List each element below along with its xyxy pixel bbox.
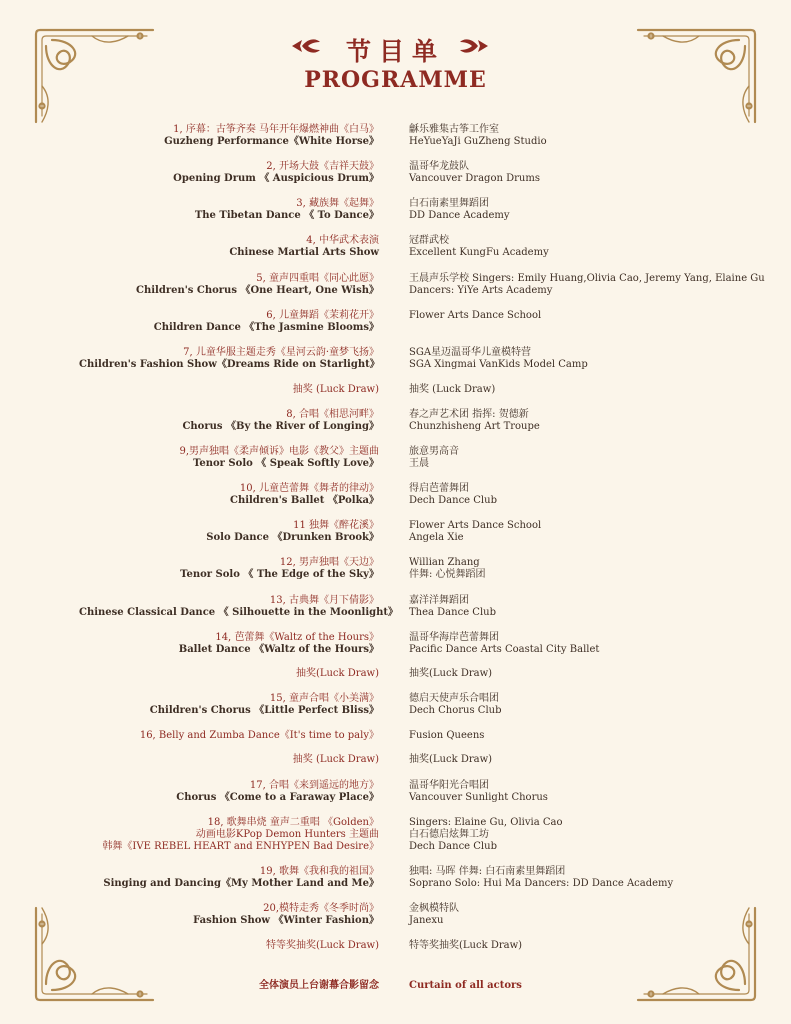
programme-item bbox=[0, 235, 791, 267]
performance-title-line: 10, 儿童芭蕾舞《舞者的律动》 bbox=[239, 483, 379, 494]
performance-title bbox=[79, 347, 379, 371]
title-flourish-right-icon bbox=[458, 36, 490, 56]
performer bbox=[409, 780, 781, 804]
performance-title-line: Guzheng Performance《White Horse》 bbox=[164, 136, 379, 147]
performance-title-line: 19, 歌舞《我和我的祖国》 bbox=[259, 866, 379, 877]
performer bbox=[409, 310, 781, 322]
performer bbox=[409, 903, 781, 927]
performer bbox=[409, 730, 781, 742]
programme-item bbox=[0, 903, 791, 935]
performer-line: 温哥华阳光合唱团 bbox=[409, 780, 489, 791]
performer-line: 抽奖(Luck Draw) bbox=[409, 754, 493, 765]
performer-line: 白石德启炫舞工坊 bbox=[409, 829, 489, 840]
performance-title-line: 7, 儿童华服主题走秀《星河云韵·童梦飞扬》 bbox=[183, 347, 379, 358]
performer-line: 得启芭蕾舞团 bbox=[409, 483, 469, 494]
performer bbox=[409, 557, 781, 581]
performance-title-line: Opening Drum 《 Auspicious Drum》 bbox=[173, 173, 379, 184]
performer bbox=[409, 446, 781, 470]
performance-title-line: 20,模特走秀《冬季时尚》 bbox=[263, 903, 379, 914]
performer bbox=[409, 347, 781, 371]
performer bbox=[409, 940, 781, 952]
performer-line: Janexu bbox=[409, 915, 444, 926]
performer-line: Fusion Queens bbox=[409, 730, 485, 741]
performance-title-line: Chorus 《By the River of Longing》 bbox=[182, 421, 379, 432]
programme-item bbox=[0, 446, 791, 478]
performance-title-line: 1, 序幕：古筝齐奏 马年开年爆燃神曲《白马》 bbox=[173, 124, 379, 135]
performer-line: Excellent KungFu Academy bbox=[409, 247, 549, 258]
programme-item bbox=[0, 980, 791, 1012]
performer bbox=[409, 817, 781, 853]
programme-item bbox=[0, 520, 791, 552]
performer bbox=[409, 754, 781, 766]
performance-title bbox=[79, 632, 379, 656]
performance-title-line: 全体演员上台谢幕合影留念 bbox=[259, 980, 379, 991]
programme-item bbox=[0, 347, 791, 379]
performer-line: 春之声艺术团 指挥: 贺德新 bbox=[409, 409, 529, 420]
performance-title bbox=[79, 483, 379, 507]
performer bbox=[409, 161, 781, 185]
performer-line: DD Dance Academy bbox=[409, 210, 510, 221]
performer bbox=[409, 632, 781, 656]
performer bbox=[409, 693, 781, 717]
performance-title bbox=[79, 273, 379, 297]
performer bbox=[409, 384, 781, 396]
performance-title-line: 13, 古典舞《月下倩影》 bbox=[269, 595, 379, 606]
performer-line: 冠群武校 bbox=[409, 235, 449, 246]
page-title-english: PROGRAMME bbox=[304, 67, 487, 93]
performance-title-line: Chinese Classical Dance 《 Silhouette in the Moonlight》 bbox=[79, 607, 399, 618]
programme-item bbox=[0, 198, 791, 230]
performance-title bbox=[79, 384, 379, 396]
performer-line: 金枫模特队 bbox=[409, 903, 459, 914]
programme-item bbox=[0, 595, 791, 627]
performer bbox=[409, 124, 781, 148]
performer bbox=[409, 866, 781, 890]
performance-title bbox=[79, 940, 379, 952]
performance-title bbox=[79, 310, 379, 334]
performance-title-line: Solo Dance 《Drunken Brook》 bbox=[206, 532, 379, 543]
performance-title-line: 2, 开场大鼓《吉祥天鼓》 bbox=[266, 161, 379, 172]
performance-title-line: 抽奖 (Luck Draw) bbox=[292, 754, 379, 765]
performance-title bbox=[79, 595, 399, 619]
performance-title bbox=[79, 520, 379, 544]
performer-line: Dancers: YiYe Arts Academy bbox=[409, 285, 553, 296]
performer bbox=[409, 235, 781, 259]
performer-line: Pacific Dance Arts Coastal City Ballet bbox=[409, 644, 600, 655]
performance-title-line: 抽奖(Luck Draw) bbox=[295, 668, 379, 679]
performance-title-line: 14, 芭蕾舞《Waltz of the Hours》 bbox=[215, 632, 379, 643]
performance-title bbox=[79, 730, 379, 742]
performance-title bbox=[79, 866, 379, 890]
performer-line: 德启天使声乐合唱团 bbox=[409, 693, 499, 704]
performer bbox=[409, 595, 781, 619]
performance-title-line: 11 独舞《醉花溪》 bbox=[293, 520, 379, 531]
programme-item bbox=[0, 817, 791, 861]
programme-item bbox=[0, 273, 791, 305]
performance-title bbox=[79, 557, 379, 581]
performance-title-line: 韩舞《IVE REBEL HEART and ENHYPEN Bad Desire》 bbox=[102, 841, 379, 852]
performer bbox=[409, 520, 781, 544]
performance-title-line: 动画电影KPop Demon Hunters 主题曲 bbox=[195, 829, 379, 840]
performance-title-line: Ballet Dance 《Waltz of the Hours》 bbox=[178, 644, 379, 655]
performance-title-line: 抽奖 (Luck Draw) bbox=[292, 384, 379, 395]
performance-title-line: Children's Chorus 《Little Perfect Bliss》 bbox=[149, 705, 379, 716]
performance-title-line: Chorus 《Come to a Faraway Place》 bbox=[176, 792, 379, 803]
performer-line: Soprano Solo: Hui Ma Dancers: DD Dance Academy bbox=[409, 878, 674, 889]
performance-title bbox=[79, 446, 379, 470]
programme-item bbox=[0, 124, 791, 156]
performance-title-line: Children's Ballet 《Polka》 bbox=[229, 495, 379, 506]
performer-line: 温哥华龙鼓队 bbox=[409, 161, 469, 172]
performer-line: Angela Xie bbox=[409, 532, 464, 543]
performer-line: Vancouver Dragon Drums bbox=[409, 173, 540, 184]
performer-line: 白石南素里舞蹈团 bbox=[409, 198, 489, 209]
performance-title-line: Children's Chorus 《One Heart, One Wish》 bbox=[136, 285, 379, 296]
performance-title-line: Tenor Solo 《 Speak Softly Love》 bbox=[193, 458, 379, 469]
performance-title-line: 6, 儿童舞蹈《茉莉花开》 bbox=[266, 310, 379, 321]
performer-line: 王晨声乐学校 Singers: Emily Huang,Olivia Cao, Jeremy Yang, Elaine Gu bbox=[409, 273, 765, 284]
performer-line: Thea Dance Club bbox=[409, 607, 496, 618]
programme-item bbox=[0, 483, 791, 515]
performer-line: 旅意男高音 bbox=[409, 446, 459, 457]
performance-title-line: Children Dance 《The Jasmine Blooms》 bbox=[153, 322, 379, 333]
performer-line: 特等奖抽奖(Luck Draw) bbox=[409, 940, 523, 951]
performer-line: SGA星迈温哥华儿童模特营 bbox=[409, 347, 532, 358]
performance-title-line: The Tibetan Dance 《 To Dance》 bbox=[194, 210, 379, 221]
programme-item bbox=[0, 557, 791, 589]
performer-line: Singers: Elaine Gu, Olivia Cao bbox=[409, 817, 563, 828]
performer-line: Curtain of all actors bbox=[409, 980, 522, 991]
performer bbox=[409, 409, 781, 433]
performer bbox=[409, 198, 781, 222]
programme-item bbox=[0, 632, 791, 664]
performer-line: Flower Arts Dance School bbox=[409, 520, 542, 531]
performer-line: Willian Zhang bbox=[409, 557, 480, 568]
performance-title bbox=[79, 980, 379, 992]
programme-item bbox=[0, 409, 791, 441]
performance-title-line: Chinese Martial Arts Show bbox=[229, 247, 379, 258]
performance-title-line: 16, Belly and Zumba Dance《It's time to paly》 bbox=[139, 730, 379, 741]
performance-title bbox=[79, 235, 379, 259]
performance-title-line: 3, 藏族舞《起舞》 bbox=[296, 198, 379, 209]
performance-title bbox=[79, 198, 379, 222]
performer-line: 王晨 bbox=[409, 458, 429, 469]
performance-title bbox=[79, 693, 379, 717]
performer-line: HeYueYaJi GuZheng Studio bbox=[409, 136, 547, 147]
performance-title-line: 18, 歌舞串烧 童声二重唱 《Golden》 bbox=[207, 817, 379, 828]
programme-item bbox=[0, 780, 791, 812]
programme-item bbox=[0, 693, 791, 725]
performance-title bbox=[79, 780, 379, 804]
performance-title-line: Fashion Show 《Winter Fashion》 bbox=[193, 915, 379, 926]
performance-title-line: Children's Fashion Show《Dreams Ride on Starlight》 bbox=[79, 359, 380, 370]
performance-title-line: 5, 童声四重唱《同心此愿》 bbox=[256, 273, 379, 284]
performance-title-line: 17, 合唱《来到遥远的地方》 bbox=[249, 780, 379, 791]
programme-item bbox=[0, 940, 791, 972]
performance-title-line: 15, 童声合唱《小美满》 bbox=[269, 693, 379, 704]
programme-item bbox=[0, 310, 791, 342]
performance-title bbox=[79, 903, 379, 927]
performer-line: SGA Xingmai VanKids Model Camp bbox=[409, 359, 588, 370]
performer bbox=[409, 668, 781, 680]
performer-line: 伴舞: 心悦舞蹈团 bbox=[409, 569, 486, 580]
performance-title bbox=[79, 409, 379, 433]
performer-line: Flower Arts Dance School bbox=[409, 310, 542, 321]
performance-title-line: 8, 合唱《相思河畔》 bbox=[286, 409, 379, 420]
page-title-chinese: 节目单 bbox=[345, 37, 445, 66]
performer bbox=[409, 980, 781, 992]
performer bbox=[409, 273, 781, 297]
performance-title bbox=[79, 668, 379, 680]
performance-title bbox=[79, 124, 379, 148]
performer-line: 嘉洋洋舞蹈团 bbox=[409, 595, 469, 606]
performer bbox=[409, 483, 781, 507]
performer-line: Chunzhisheng Art Troupe bbox=[409, 421, 540, 432]
performance-title-line: 4, 中华武术表演 bbox=[306, 235, 379, 246]
performer-line: Dech Dance Club bbox=[409, 495, 497, 506]
performance-title bbox=[79, 754, 379, 766]
programme-item bbox=[0, 161, 791, 193]
performer-line: 龢乐雅集古筝工作室 bbox=[409, 124, 499, 135]
performer-line: 温哥华海岸芭蕾舞团 bbox=[409, 632, 499, 643]
performance-title bbox=[79, 161, 379, 185]
performance-title-line: 9,男声独唱《柔声倾诉》电影《教父》主题曲 bbox=[179, 446, 379, 457]
performer-line: 抽奖(Luck Draw) bbox=[409, 668, 493, 679]
performance-title-line: 特等奖抽奖(Luck Draw) bbox=[265, 940, 379, 951]
performer-line: Dech Dance Club bbox=[409, 841, 497, 852]
performer-line: Vancouver Sunlight Chorus bbox=[409, 792, 548, 803]
performance-title-line: 12, 男声独唱《天边》 bbox=[279, 557, 379, 568]
performer-line: Dech Chorus Club bbox=[409, 705, 502, 716]
performance-title bbox=[79, 817, 379, 853]
performance-title-line: Singing and Dancing《My Mother Land and Me》 bbox=[103, 878, 379, 889]
performance-title-line: Tenor Solo 《 The Edge of the Sky》 bbox=[180, 569, 379, 580]
performer-line: 抽奖 (Luck Draw) bbox=[409, 384, 496, 395]
performer-line: 独唱: 马晖 伴舞: 白石南素里舞蹈团 bbox=[409, 866, 566, 877]
programme-item bbox=[0, 866, 791, 898]
